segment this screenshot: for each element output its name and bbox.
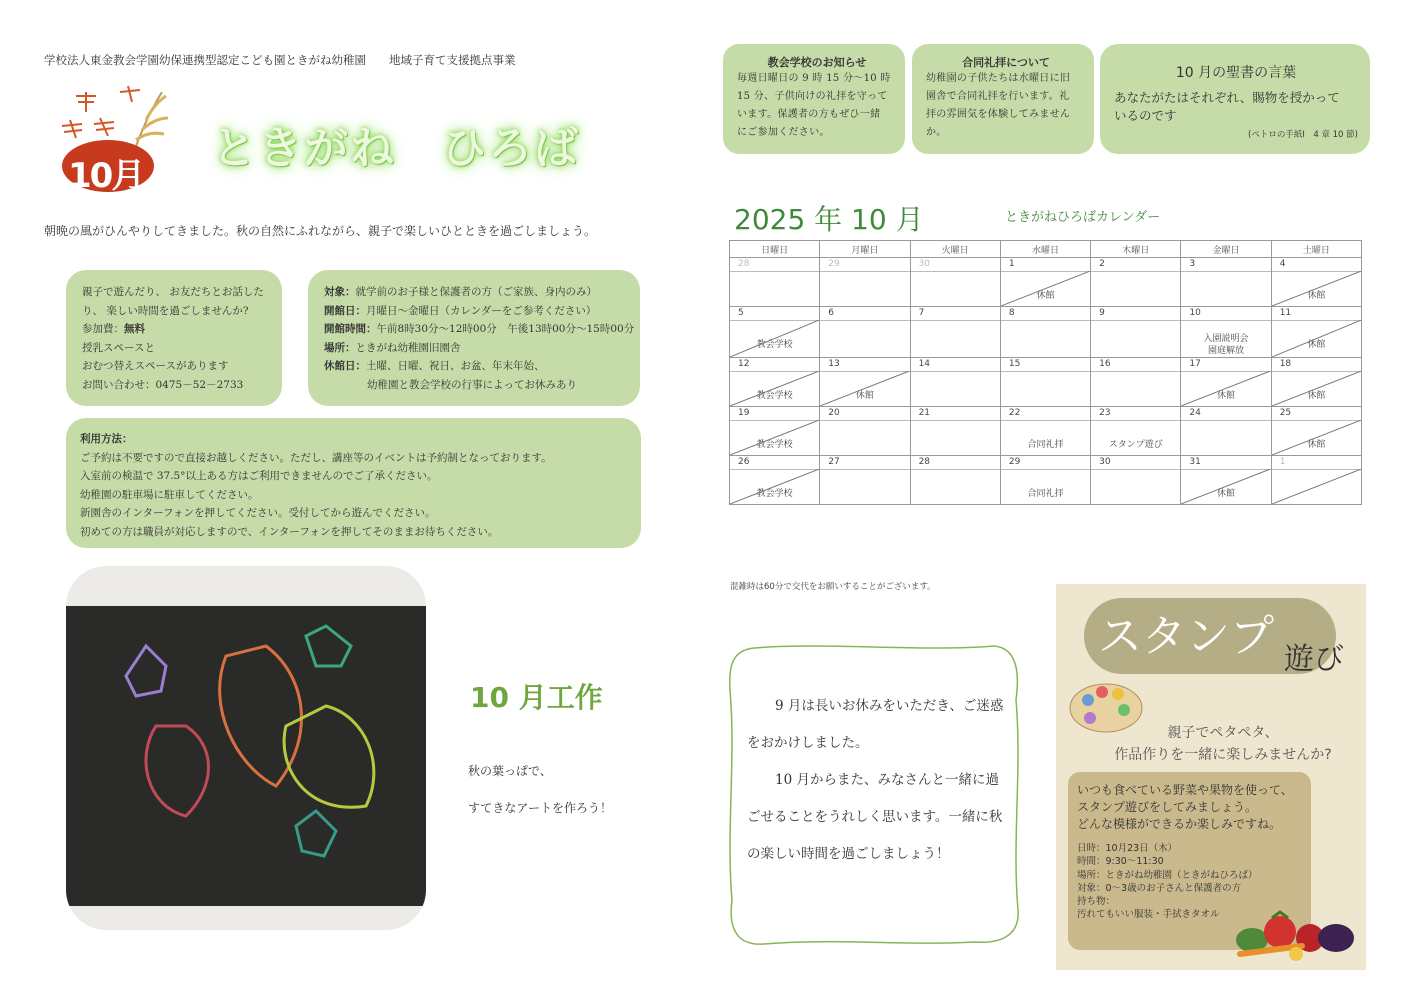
closed-value: 土曜、日曜、祝日、お盆、年末年始、 bbox=[366, 360, 545, 372]
stamp-time: 時間：9:30～11:30 bbox=[1077, 856, 1164, 868]
page-title: ときがね ひろば bbox=[212, 123, 580, 174]
calendar-event: 休館 bbox=[855, 391, 874, 401]
weekday-header: 火曜日 bbox=[910, 241, 1000, 258]
hours-value: 午前8時30分～12時00分 午後13時00分～15時00分 bbox=[376, 323, 635, 335]
calendar-day-cell bbox=[820, 258, 910, 307]
bible-verse-1: あなたがたはそれぞれ、賜物を授かって bbox=[1114, 90, 1340, 105]
calendar-event: 教会学校 bbox=[756, 440, 793, 450]
info-line: 親子で遊んだり、 お友だちとお話した bbox=[82, 286, 264, 298]
joint-worship-notice bbox=[912, 44, 1094, 154]
contact-text: お問い合わせ：0475－52－2733 bbox=[82, 378, 244, 391]
calendar-day-cell bbox=[820, 307, 910, 358]
calendar-day-cell bbox=[1091, 407, 1181, 456]
fee-value: 無料 bbox=[124, 323, 145, 335]
day-number: 20 bbox=[820, 407, 909, 421]
notice-line: 15 分、子供向けの礼拝を守って bbox=[737, 91, 888, 102]
calendar-day-cell bbox=[1181, 307, 1271, 358]
craft-title: 10 月工作 bbox=[470, 681, 603, 714]
day-number: 8 bbox=[1001, 307, 1090, 321]
stamp-desc-line: どんな模様ができるか楽しみですね。 bbox=[1077, 817, 1282, 831]
weekday-header: 木曜日 bbox=[1091, 241, 1181, 258]
calendar-day-cell bbox=[910, 307, 1000, 358]
stamp-subtitle-2: 作品作りを一緒に楽しみませんか? bbox=[1114, 747, 1332, 763]
stamp-place: 場所：ときがね幼稚園（ときがねひろば） bbox=[1077, 869, 1258, 881]
calendar-day-cell bbox=[730, 258, 820, 307]
day-number: 25 bbox=[1272, 407, 1361, 421]
calendar-day-cell bbox=[910, 407, 1000, 456]
usage-line: 初めての方は職員が対応しますので、インターフォンを押してそのままお待ちください。 bbox=[80, 525, 499, 538]
calendar-day-cell bbox=[1181, 456, 1271, 505]
calendar-week-row bbox=[730, 307, 1362, 358]
calendar-day-cell bbox=[910, 258, 1000, 307]
calendar-day-cell bbox=[1000, 307, 1090, 358]
place-row bbox=[324, 339, 640, 358]
day-number: 27 bbox=[820, 456, 909, 470]
calendar-day-cell bbox=[1000, 456, 1090, 505]
day-number: 1 bbox=[1272, 456, 1361, 470]
intro-text: 朝晩の風がひんやりしてきました。秋の自然にふれながら、親子で楽しいひとときを過ごしましょう。 bbox=[44, 224, 597, 238]
day-number: 24 bbox=[1181, 407, 1270, 421]
day-number: 14 bbox=[911, 358, 1000, 372]
day-number: 22 bbox=[1001, 407, 1090, 421]
stamp-items: 汚れてもいい服装・手拭きタオル bbox=[1077, 909, 1220, 921]
closed-slash-icon bbox=[1272, 320, 1361, 357]
weekday-header: 水曜日 bbox=[1000, 241, 1090, 258]
open-label: 開館日： bbox=[324, 304, 366, 317]
calendar-header-row bbox=[730, 241, 1362, 258]
calendar-day-cell bbox=[1271, 358, 1361, 407]
day-number: 12 bbox=[730, 358, 819, 372]
usage-box bbox=[66, 418, 641, 548]
calendar-day-cell bbox=[1091, 258, 1181, 307]
weekday-header: 月曜日 bbox=[820, 241, 910, 258]
calendar-day-cell bbox=[1271, 407, 1361, 456]
month-badge bbox=[56, 78, 172, 194]
calendar-event: 合同礼拝 bbox=[1027, 489, 1064, 499]
calendar-day-cell bbox=[730, 456, 820, 505]
place-value: ときがね幼稚園旧園舎 bbox=[355, 341, 461, 354]
calendar-event: 休館 bbox=[1307, 391, 1326, 401]
calendar-week-row bbox=[730, 358, 1362, 407]
calendar-day-cell bbox=[910, 358, 1000, 407]
closed-slash-icon bbox=[820, 371, 909, 406]
fee-row bbox=[82, 320, 282, 339]
usage-line: 入室前の検温で 37.5°以上ある方はご利用できませんのでご了承ください。 bbox=[80, 470, 438, 482]
day-number: 1 bbox=[1001, 258, 1090, 272]
closed-slash-icon bbox=[730, 320, 819, 357]
closed-slash-icon bbox=[730, 371, 819, 406]
calendar-day-cell bbox=[1091, 307, 1181, 358]
stamp-title: スタンプ bbox=[1098, 611, 1274, 662]
message-paragraph-1: 9 月は長いお休みをいただき、ご迷惑をおかけしました。 bbox=[747, 698, 1004, 751]
closed-slash-icon bbox=[730, 469, 819, 504]
usage-title: 利用方法： bbox=[80, 433, 133, 445]
day-number: 17 bbox=[1181, 358, 1270, 372]
calendar-event: 教会学校 bbox=[756, 340, 793, 350]
day-number: 11 bbox=[1272, 307, 1361, 321]
calendar-day-cell bbox=[730, 358, 820, 407]
target-label: 対象： bbox=[324, 286, 356, 298]
closed-slash-icon bbox=[1272, 271, 1361, 306]
calendar-day-cell bbox=[820, 407, 910, 456]
calendar-event: 休館 bbox=[1307, 340, 1326, 350]
calendar-day-cell bbox=[910, 456, 1000, 505]
notice-line: 園舎で合同礼拝を行います。礼 bbox=[926, 91, 1070, 102]
notice-title: 教会学校のお知らせ bbox=[767, 56, 867, 69]
stamp-date: 日時：10月23日（木） bbox=[1077, 843, 1178, 854]
calendar-event: 休館 bbox=[1036, 291, 1055, 301]
calendar-note: 混雑時は60分で交代をお願いすることがございます。 bbox=[730, 582, 936, 592]
bible-title: 10 月の聖書の言葉 bbox=[1175, 65, 1297, 81]
closed-slash-icon bbox=[1272, 371, 1361, 406]
calendar-event: スタンプ遊び bbox=[1108, 440, 1163, 450]
weekday-header: 金曜日 bbox=[1181, 241, 1271, 258]
calendar-day-cell bbox=[1181, 258, 1271, 307]
day-number: 16 bbox=[1091, 358, 1180, 372]
usage-line: 幼稚園の駐車場に駐車してください。 bbox=[80, 488, 259, 501]
day-number: 5 bbox=[730, 307, 819, 321]
day-number: 26 bbox=[730, 456, 819, 470]
day-number: 18 bbox=[1272, 358, 1361, 372]
calendar-event: 休館 bbox=[1307, 440, 1326, 450]
closed-slash-icon bbox=[1181, 469, 1270, 504]
organization-header: 学校法人東金教会学園幼保連携型認定こども園ときがね幼稚園 地域子育て支援拠点事業 bbox=[44, 53, 516, 67]
message-paragraph-2: 10 月からまた、みなさんと一緒に過ごせることをうれしく思います。一緒に秋の楽しい時間を過ごしましょう！ bbox=[747, 772, 1003, 862]
usage-line: 新園舎のインターフォンを押してください。受付してから遊んでください。 bbox=[80, 507, 436, 519]
stamp-title-2: 遊び bbox=[1284, 642, 1344, 677]
church-school-notice bbox=[723, 44, 905, 154]
weekday-header: 日曜日 bbox=[730, 241, 820, 258]
day-number: 6 bbox=[820, 307, 909, 321]
day-number: 28 bbox=[730, 258, 819, 272]
target-value: 就学前のお子様と保護者の方（ご家族、身内のみ） bbox=[355, 286, 597, 298]
place-label: 場所： bbox=[324, 341, 356, 354]
calendar-day-cell bbox=[820, 358, 910, 407]
calendar-day-cell bbox=[730, 307, 820, 358]
closed-slash-icon bbox=[1181, 371, 1270, 406]
calendar-day-cell bbox=[1091, 456, 1181, 505]
day-number: 29 bbox=[1001, 456, 1090, 470]
stamp-target: 対象：0～3歳のお子さんと保護者の方 bbox=[1077, 882, 1242, 894]
open-value: 月曜日～金曜日（カレンダーをご参考ください） bbox=[366, 304, 597, 317]
calendar-event: 教会学校 bbox=[756, 489, 793, 499]
stamp-desc-line: スタンプ遊びをしてみましょう。 bbox=[1077, 800, 1258, 814]
day-number: 19 bbox=[730, 407, 819, 421]
calendar-subtitle: ときがねひろばカレンダー bbox=[1005, 210, 1161, 225]
notice-line: にご参加ください。 bbox=[737, 127, 830, 138]
craft-text-1: 秋の葉っぱで、 bbox=[468, 764, 552, 778]
vegetables-icon bbox=[1232, 896, 1362, 966]
closed-label: 休館日： bbox=[324, 360, 366, 372]
stamp-desc-line: いつも食べている野菜や果物を使って、 bbox=[1077, 783, 1293, 797]
open-row bbox=[324, 302, 640, 321]
day-number: 23 bbox=[1091, 407, 1180, 421]
craft-photo bbox=[66, 566, 426, 930]
usage-line: ご予約は不要ですので直接お越しください。ただし、講座等のイベントは予約制となっております。 bbox=[80, 451, 552, 464]
notice-line: 幼稚園の子供たちは水曜日に旧 bbox=[926, 73, 1071, 84]
closed-slash-icon bbox=[1001, 271, 1090, 306]
day-number: 15 bbox=[1001, 358, 1090, 372]
month-badge-text: 10月 bbox=[68, 156, 144, 196]
closed-row-2: 幼稚園と教会学校の行事によってお休みあり bbox=[367, 378, 577, 391]
day-number: 4 bbox=[1272, 258, 1361, 272]
calendar-week-row bbox=[730, 258, 1362, 307]
closed-slash-icon bbox=[730, 420, 819, 455]
day-number: 31 bbox=[1181, 456, 1270, 470]
day-number: 9 bbox=[1091, 307, 1180, 321]
bible-verse-2: いるのです bbox=[1114, 108, 1177, 123]
calendar-event: 入園説明会 園庭解放 bbox=[1203, 334, 1249, 356]
calendar-body bbox=[730, 258, 1362, 505]
notice-line: 拝の雰囲気を体験してみません bbox=[926, 109, 1071, 120]
calendar-event: 教会学校 bbox=[756, 391, 793, 401]
calendar-week-row bbox=[730, 407, 1362, 456]
message-text bbox=[747, 688, 1005, 873]
bible-verse-box bbox=[1100, 44, 1370, 154]
stamp-items-label: 持ち物： bbox=[1077, 896, 1116, 908]
craft-text-2: すてきなアートを作ろう！ bbox=[468, 801, 613, 815]
hours-row bbox=[324, 320, 640, 339]
info-line: 授乳スペースと bbox=[82, 341, 155, 354]
leaf-art-image bbox=[66, 566, 426, 930]
calendar-day-cell bbox=[1091, 358, 1181, 407]
hours-label: 開館時間： bbox=[324, 323, 377, 335]
day-number: 7 bbox=[911, 307, 1000, 321]
stamp-description bbox=[1077, 782, 1317, 833]
notice-line: 毎週日曜日の 9 時 15 分～10 時 bbox=[737, 73, 891, 84]
notice-line: か。 bbox=[926, 127, 947, 138]
calendar-event: 休館 bbox=[1307, 291, 1326, 301]
day-number: 13 bbox=[820, 358, 909, 372]
fee-label: 参加費： bbox=[82, 323, 124, 335]
calendar-day-cell bbox=[730, 407, 820, 456]
day-number: 30 bbox=[1091, 456, 1180, 470]
stamp-info bbox=[1077, 842, 1258, 922]
calendar-event: 合同礼拝 bbox=[1027, 440, 1064, 450]
calendar-table bbox=[729, 240, 1362, 505]
info-box-right bbox=[308, 270, 640, 406]
day-number: 29 bbox=[820, 258, 909, 272]
notice-line: います。保護者の方もぜひ一緒 bbox=[737, 109, 881, 120]
calendar-day-cell bbox=[1271, 307, 1361, 358]
weekday-header: 土曜日 bbox=[1271, 241, 1361, 258]
info-line: り、 楽しい時間を過ごしませんか? bbox=[82, 304, 249, 317]
closed-slash-icon bbox=[1272, 469, 1361, 504]
calendar-day-cell bbox=[1181, 358, 1271, 407]
calendar-day-cell bbox=[1000, 358, 1090, 407]
calendar-title: 2025 年 10 月 bbox=[734, 203, 924, 236]
notice-title: 合同礼拝について bbox=[962, 56, 1050, 69]
closed-slash-icon bbox=[1272, 420, 1361, 455]
target-row bbox=[324, 283, 640, 302]
calendar-day-cell bbox=[1000, 407, 1090, 456]
stamp-subtitle bbox=[1088, 722, 1358, 766]
day-number: 30 bbox=[911, 258, 1000, 272]
calendar-event: 休館 bbox=[1217, 489, 1236, 499]
calendar-day-cell bbox=[1271, 456, 1361, 505]
day-number: 10 bbox=[1181, 307, 1270, 321]
closed-row bbox=[324, 357, 640, 376]
calendar-day-cell bbox=[1271, 258, 1361, 307]
calendar-day-cell bbox=[1181, 407, 1271, 456]
day-number: 28 bbox=[911, 456, 1000, 470]
calendar-event: 休館 bbox=[1217, 391, 1236, 401]
bible-source: (ペトロの手紙Ⅰ 4 章 10 節) bbox=[1248, 130, 1358, 140]
day-number: 3 bbox=[1181, 258, 1270, 272]
info-line: おむつ替えスペースがあります bbox=[82, 360, 229, 372]
day-number: 2 bbox=[1091, 258, 1180, 272]
info-box-left bbox=[66, 270, 282, 406]
stamp-subtitle-1: 親子でペタペタ、 bbox=[1167, 725, 1279, 741]
calendar-day-cell bbox=[1000, 258, 1090, 307]
calendar-week-row bbox=[730, 456, 1362, 505]
calendar-day-cell bbox=[820, 456, 910, 505]
day-number: 21 bbox=[911, 407, 1000, 421]
